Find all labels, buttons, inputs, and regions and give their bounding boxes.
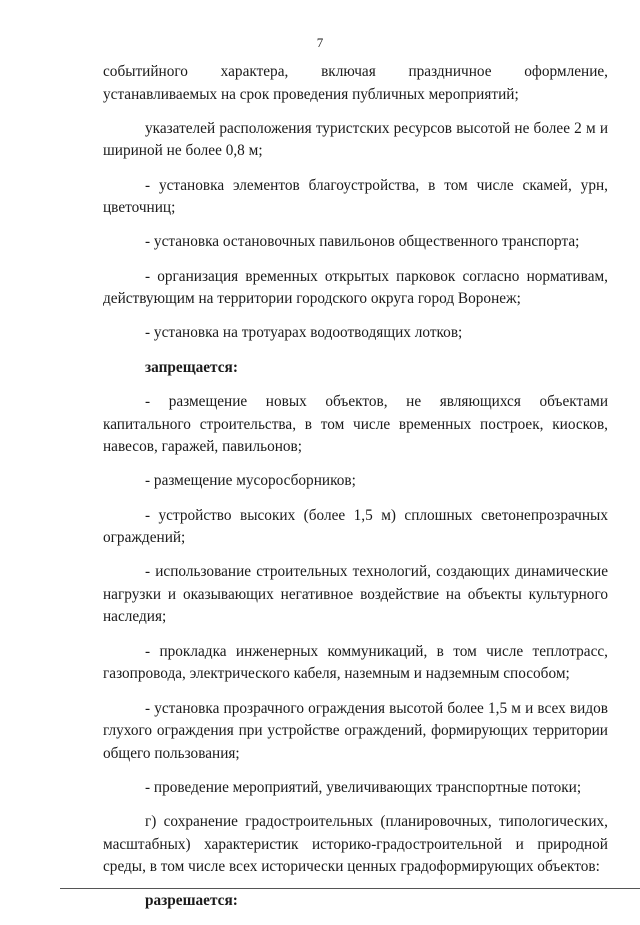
list-item-construction-tech: - использование строительных технологий, создающих динамические нагрузки и оказывающих негативное воздействие на объекты культурного наследия; [103,563,608,626]
list-item-waste-bins: - размещение мусоросборников; [145,472,356,490]
list-item-transit-pavilions: - установка остановочных павильонов общественного транспорта; [145,233,580,251]
list-item-new-objects: - размещение новых объектов, не являющихся объектами капитального строительства, в том числе временных построек, киосков, навесов, гаражей, павильонов; [103,393,608,456]
list-item-utilities: - прокладка инженерных коммуникаций, в том числе теплотрасс, газопровода, электрического кабеля, наземным и надземным способом; [103,642,608,683]
paragraph-continuation: событийного характера, включая праздничное оформление, устанавливаемых на срок проведения публичных мероприятий; [103,63,608,103]
paragraph-tourist-signs: указателей расположения туристских ресурсов высотой не более 2 м и шириной не более 0,8 м; [103,119,608,160]
page-number: 7 [316,35,324,50]
scan-bottom-edge [60,888,640,889]
heading-prohibited: запрещается: [145,358,238,376]
list-item-traffic-events: - проведение мероприятий, увеличивающих транспортные потоки; [145,778,582,796]
document-body [103,61,608,925]
list-item-drainage: - установка на тротуарах водоотводящих лотков; [145,324,463,342]
list-item-transparent-fence: - установка прозрачного ограждения высотой более 1,5 м и всех видов глухого ограждения при устройстве ограждений, формирующих территории общего пользования; [103,699,608,762]
list-item-high-fences: - устройство высоких (более 1,5 м) сплошных светонепрозрачных ограждений; [103,506,608,547]
list-item-landscaping: - установка элементов благоустройства, в том числе скамей, урн, цветочниц; [103,176,608,217]
paragraph-preservation: г) сохранение градостроительных (планировочных, типологических, масштабных) характеристик историко-градостроительной и природной среды, в том числе всех исторически ценных градоформирующих объектов: [103,813,608,876]
heading-permitted: разрешается: [145,892,238,910]
list-item-parking: - организация временных открытых парковок согласно нормативам, действующим на территории городского округа город Воронеж; [103,267,608,308]
